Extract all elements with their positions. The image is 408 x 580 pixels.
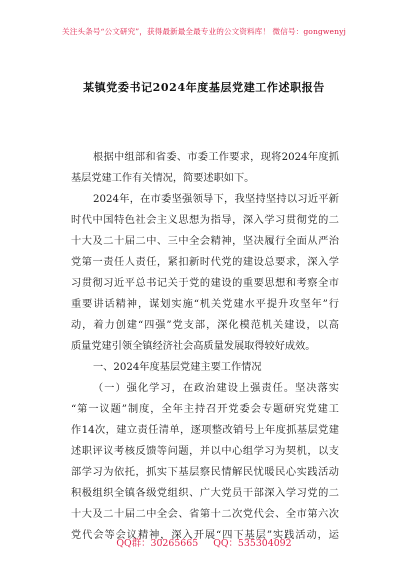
paragraph-line: 述职评议考核反馈等问题，并以中心组学习为契机，以支 [71, 446, 339, 457]
paragraph-line: “第一议题”制度，全年主持召开党委会专题研究党建工 [71, 404, 339, 415]
paragraph-line: （一）强化学习，在政治建设上强责任。坚决落实 [93, 383, 339, 394]
paragraph-line: 重要讲话精神，谋划实施“机关党建水平提升攻坚年”行 [71, 299, 339, 310]
paragraph-line: 习贯彻习近平总书记关于党的建设的重要思想和考察全市 [71, 278, 339, 289]
paragraph-line: 积极组织全镇各级党组织、广大党员干部深入学习党的二 [71, 488, 339, 499]
paragraph-line: 动，着力创建“四强”党支部，深化模范机关建设，以高 [71, 320, 339, 331]
paragraph-line: 根据中组部和省委、市委工作要求，现将2024年度抓 [93, 152, 339, 163]
paragraph-line: 时代中国特色社会主义思想为指导，深入学习贯彻党的二 [71, 215, 339, 226]
paragraph-line: 党第一责任人责任，紧扣新时代党的建设总要求，深入学 [71, 257, 339, 268]
paragraph-line: 质量党建引领全镇经济社会高质量发展取得较好成效。 [71, 341, 316, 352]
contact-footer [0, 535, 408, 549]
section-heading: 一、2024年度基层党建主要工作情况 [93, 362, 262, 373]
paragraph-line: 作14次，建立责任清单，逐项整改销号上年度抓基层党建 [71, 425, 339, 436]
qq-number: QQ：535304092 [213, 538, 292, 549]
paragraph-line: 部学习为依托，抓实下基层察民情解民忧暖民心实践活动 [71, 467, 339, 478]
paragraph-line: 十大及二十届二中全会、省第十二次党代会、全市第六次 [71, 509, 339, 520]
paragraph-line: 十大及二十届二中、三中全会精神，坚决履行全面从严治 [71, 236, 339, 247]
document-body [71, 147, 339, 546]
document-title: 某镇党委书记2024年度基层党建工作述职报告 [83, 81, 325, 94]
promo-banner: 关注头条号“公文研究”，获得最新最全最专业的公文资料库！ 微信号：gongwenyj [62, 27, 346, 36]
paragraph-line: 党代会等会议精神，深入开展“四下基层”实践活动，运 [71, 530, 339, 541]
paragraph-line: 基层党建工作有关情况，简要述职如下。 [71, 173, 255, 184]
paragraph-line: 2024年，在市委坚强领导下，我坚持坚持以习近平新 [93, 194, 339, 205]
qq-group-number: QQ群：30265665 [116, 538, 199, 549]
